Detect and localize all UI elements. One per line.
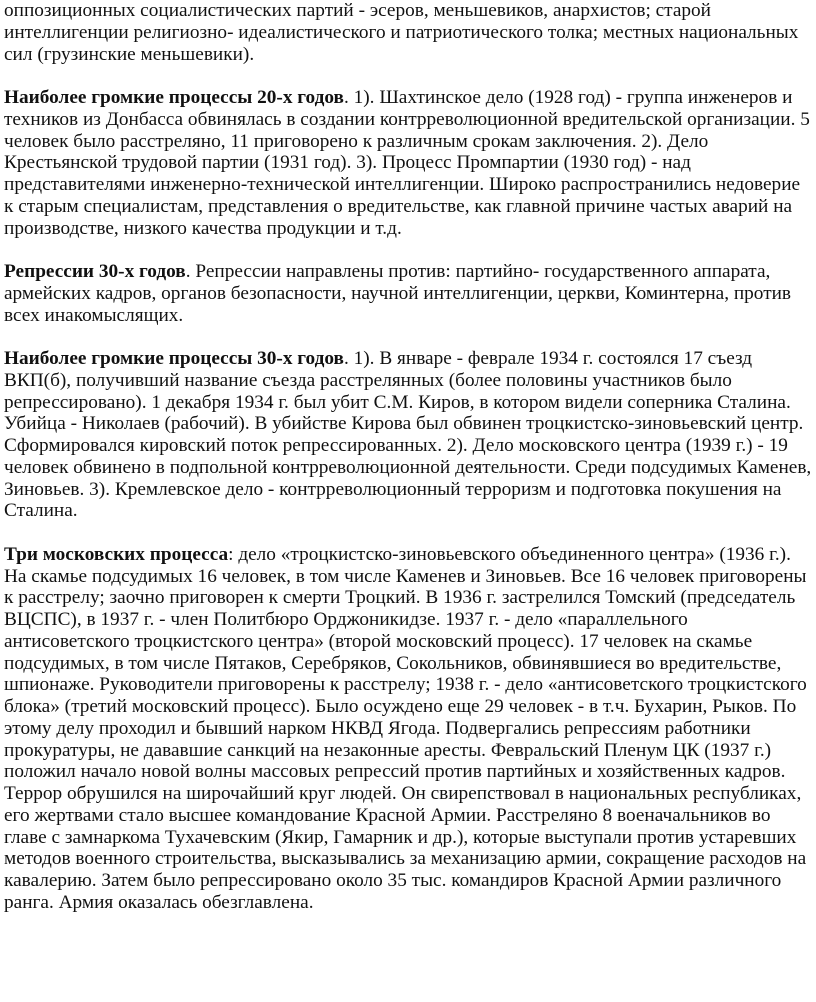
paragraph-heading: Наиболее громкие процессы 20-х годов: [4, 87, 344, 108]
paragraph-heading: Репрессии 30-х годов: [4, 261, 186, 282]
paragraph-gap: [4, 239, 812, 261]
paragraph-text: . 1). В январе - феврале 1934 г. состоялся 17 съезд ВКП(б), получивший название съезда расстрелянных (более половины участников было репрессировано). 1 декабря 1934 г. был убит С.М. Киров, в котором видели соперника Сталина. Убийца - Николаев (рабочий). В убийстве Кирова был обвинен троцкистско-зиновьевский центр. Сформировался кировский поток репрессированных. 2). Дело московского центра (1939 г.) - 19 человек обвинено в подпольной контрреволюционной деятельности. Среди подсудимых Каменев, Зиновьев. 3). Кремлевское дело - контрреволюционный терроризм и подготовка покушения на Сталина.: [4, 348, 812, 522]
paragraph-text: . Репрессии направлены против: партийно- государственного аппарата, армейских кадров, органов безопасности, научной интеллигенции, церкви, Коминтерна, против всех инакомыслящих.: [4, 261, 792, 326]
paragraph-moscow-trials: [4, 544, 812, 914]
paragraph-trials-30s: [4, 348, 812, 522]
paragraph-gap: [4, 522, 812, 544]
paragraph-gap: [4, 65, 812, 87]
paragraph-text: . 1). Шахтинское дело (1928 год) - группа инженеров и техников из Донбасса обвинялась в создании контрреволюционной вредительской организации. 5 человек было расстреляно, 11 приговорено к различным срокам заключения. 2). Дело Крестьянской трудовой партии (1931 год). 3). Процесс Промпартии (1930 год) - над представителями инженерно-технической интеллигенции. Широко распространились недоверие к старым специалистам, представления о вредительстве, как главной причине частых аварий на производстве, низкого качества продукции и т.д.: [4, 87, 810, 239]
paragraph-repressions-30s: [4, 261, 812, 326]
paragraph-heading: Три московских процесса: [4, 543, 229, 565]
paragraph-text: : дело «троцкистско-зиновьевского объединенного центра» (1936 г.). На скамье подсудимых 16 человек, в том числе Каменев и Зиновьев. Все 16 человек приговорены к расстрелу; заочно приговорен к смерти Троцкий. В 1936 г. застрелился Томский (председатель ВЦСПС), в 1937 г. - член Политбюро Орджоникидзе. 1937 г. - дело «параллельного антисоветского троцкистского центра» (второй московский процесс). 17 человек на скамье подсудимых, в том числе Пятаков, Серебряков, Сокольников, обвинявшиеся во вредительстве, шпионаже. Руководители приговорены к расстрелу; 1938 г. - дело «антисоветского троцкистского блока» (третий московский процесс). Было осуждено еще 29 человек - в т.ч. Бухарин, Рыков. По этому делу проходил и бывший нарком НКВД Ягода. Подвергались репрессиям работники прокуратуры, не дававшие санкций на незаконные аресты. Февральский Пленум ЦК (1937 г.) положил начало новой волны массовых репрессий против партийных и хозяйственных кадров. Террор обрушился на широчайший круг людей. Он свирепствовал в национальных республиках, его жертвами стало высшее командование Красной Армии. Расстреляно 8 военачальников во главе с замнаркома Тухачевским (Якир, Гамарник и др.), которые выступали против устаревших методов военного строительства, высказывались за механизацию армии, сокращение расходов на кавалерию. Затем было репрессировано около 35 тыс. командиров Красной Армии различного ранга. Армия оказалась обезглавлена.: [4, 543, 807, 913]
paragraph-text: оппозиционных социалистических партий - эсеров, меньшевиков, анархистов; старой интеллигенции религиозно- идеалистического и патриотического толка; местных национальных сил (грузинские меньшевики).: [4, 0, 799, 65]
paragraph-trials-20s: [4, 87, 812, 239]
paragraph-gap: [4, 326, 812, 348]
paragraph-opposition-forces: [4, 0, 812, 65]
paragraph-heading: Наиболее громкие процессы 30-х годов: [4, 348, 344, 369]
